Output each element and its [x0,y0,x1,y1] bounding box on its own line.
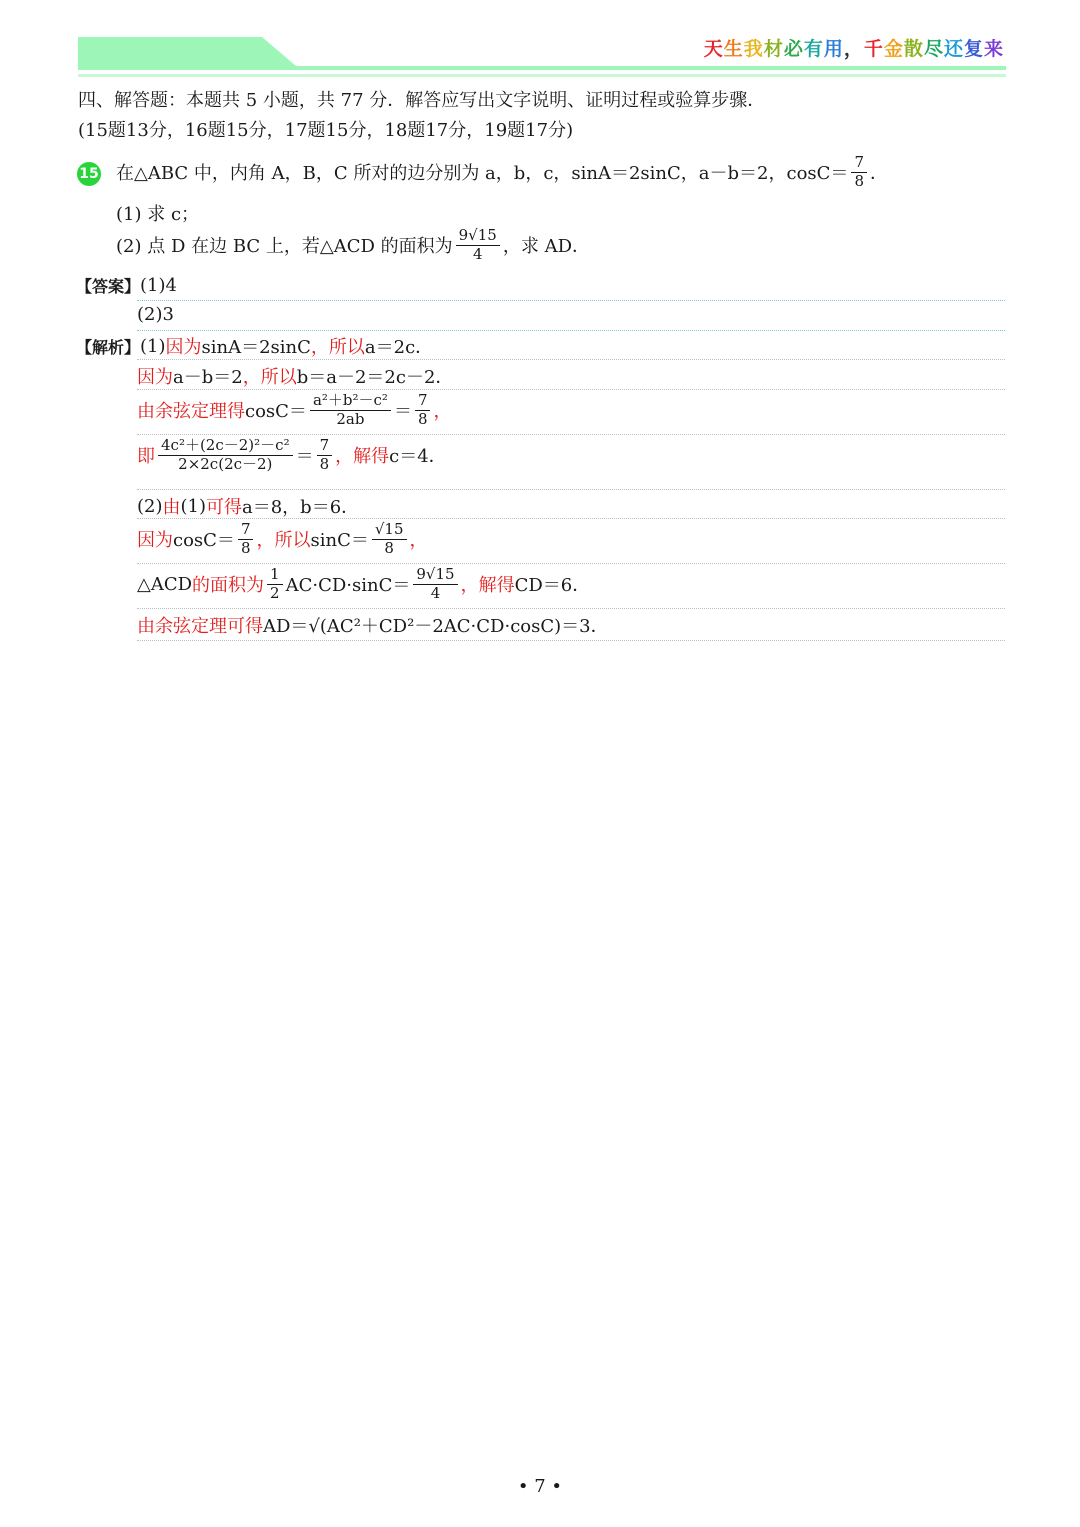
stem-suffix: ． [869,163,888,185]
divider [137,489,1005,490]
frac-den: 8 [384,538,394,557]
slogan-char: 金 [883,38,904,60]
text: sinC＝ [310,530,369,552]
analysis-label: 【解析】 [76,337,141,357]
text-red: 因为 [165,337,202,358]
text: △ACD [137,573,193,595]
section-title: 四、解答题：本题共 5 小题，共 77 分．解答应写出文字说明、证明过程或验算步骤． [78,90,766,111]
section-scores: (15题13分，16题15分，17题15分，18题17分，19题17分) [78,120,574,141]
frac-num: 7 [851,155,867,173]
analysis-line-1 [76,333,433,359]
text-red: 因为 [137,530,173,552]
text-red: 由余弦定理得 [137,401,245,423]
text: (1) [140,335,166,357]
frac-num: 9√15 [456,228,500,246]
frac-num: 4c²＋(2c－2)²－c² [158,438,293,456]
text-red: 的面积为 [192,575,265,597]
answer-label: 【答案】 [76,277,141,296]
text-red: 即 [137,446,155,468]
text-red: ，所以 [242,367,297,388]
slogan-char: 尽 [923,38,944,60]
slogan-char: 散 [903,38,924,60]
analysis-line-8 [137,612,609,638]
text: c＝4． [389,446,447,468]
analysis-line-3 [137,393,451,428]
part2-fraction [456,228,500,263]
divider [137,300,1005,301]
problem-part1: (1) 求 c； [116,204,200,225]
text-red: ， [433,401,452,423]
frac-num: a²＋b²－c² [310,393,391,411]
frac-den: 2ab [336,409,365,428]
analysis-line-6 [137,522,428,557]
slogan-char: 我 [743,38,764,60]
frac-num: √15 [372,522,407,540]
slogan-char: ， [843,38,864,60]
text-red: ，所以 [310,337,365,358]
problem-stem [116,155,888,190]
part2-suffix: ，求 AD． [502,236,590,258]
fraction [310,393,391,428]
divider [137,359,1005,360]
frac-den: 8 [240,538,251,557]
slogan-char: 复 [963,38,984,60]
frac-den: 8 [854,171,864,190]
frac-num: 1 [267,567,283,585]
answer-block [76,274,177,297]
text-red: 因为 [137,367,173,388]
text: ＝ [295,446,314,468]
slogan-char: 天 [703,38,724,60]
frac-num: 9√15 [413,567,457,585]
problem-stem-text: 在△ABC 中，内角 A，B，C 所对的边分别为 a，b，c，sinA＝2sinC，a－b＝2，cosC＝ [116,163,849,185]
text-red: ，解得 [335,446,390,468]
text: a＝8，b＝6． [242,497,360,518]
text-red: 由 [162,497,181,518]
fraction [238,522,254,557]
frac-den: 4 [472,244,483,263]
frac-den: 8 [319,454,330,473]
text: b＝a－2＝2c－2． [296,367,454,388]
text: ＝ [393,401,412,423]
text: a－b＝2 [173,367,243,388]
divider [137,389,1005,390]
slogan-char: 用 [823,38,844,60]
fraction [267,567,283,602]
divider [137,640,1005,641]
frac-den: 4 [430,583,441,602]
divider [137,608,1005,609]
text: (2) [137,495,163,517]
frac-den: 2 [270,583,280,602]
analysis-line-2 [137,363,453,389]
text-red: 可得 [206,497,242,518]
analysis-line-7 [137,567,590,602]
divider [137,330,1005,331]
fraction [158,438,293,473]
text: cosC＝ [245,401,307,423]
divider [137,563,1005,564]
part2-text: (2) 点 D 在边 BC 上，若△ACD 的面积为 [116,236,453,258]
text: CD＝6． [514,575,591,597]
text: (1) [180,495,206,517]
frac-den: 8 [417,409,428,428]
fraction [372,522,407,557]
text-red: 由余弦定理可得 [137,616,263,637]
fraction [413,567,457,602]
slogan-char: 千 [863,38,884,60]
text: sinA＝2sinC [201,337,311,358]
slogan-char: 来 [983,38,1004,60]
analysis-line-4 [137,438,447,473]
answer-2: (2)3 [137,304,174,325]
text-red: ，解得 [460,575,515,597]
analysis-line-5 [137,493,359,519]
slogan-char: 必 [783,38,804,60]
text-red: ， [409,530,428,552]
answer-1: (1)4 [140,275,177,296]
header-slogan [704,34,1004,61]
fraction [317,438,333,473]
text-red: ，所以 [256,530,311,552]
slogan-char: 材 [763,38,784,60]
divider [137,434,1005,435]
frac-den: 2×2c(2c－2) [178,454,273,473]
divider [137,518,1005,519]
frac-num: 7 [317,438,333,456]
problem-number-badge: 15 [77,162,101,186]
frac-num: 7 [238,522,254,540]
slogan-char: 有 [803,38,824,60]
stem-fraction [851,155,867,190]
page-number: • 7 • [517,1476,563,1497]
text: AC·CD·sinC＝ [285,575,411,597]
slogan-char: 还 [943,38,964,60]
problem-part2 [116,228,590,263]
text: a＝2c． [364,337,434,358]
fraction [415,393,431,428]
page-header [0,0,1080,82]
text: AD＝√(AC²＋CD²－2AC·CD·cosC)＝3． [263,616,609,637]
slogan-char: 生 [723,38,744,60]
frac-num: 7 [415,393,431,411]
text: cosC＝ [173,530,235,552]
